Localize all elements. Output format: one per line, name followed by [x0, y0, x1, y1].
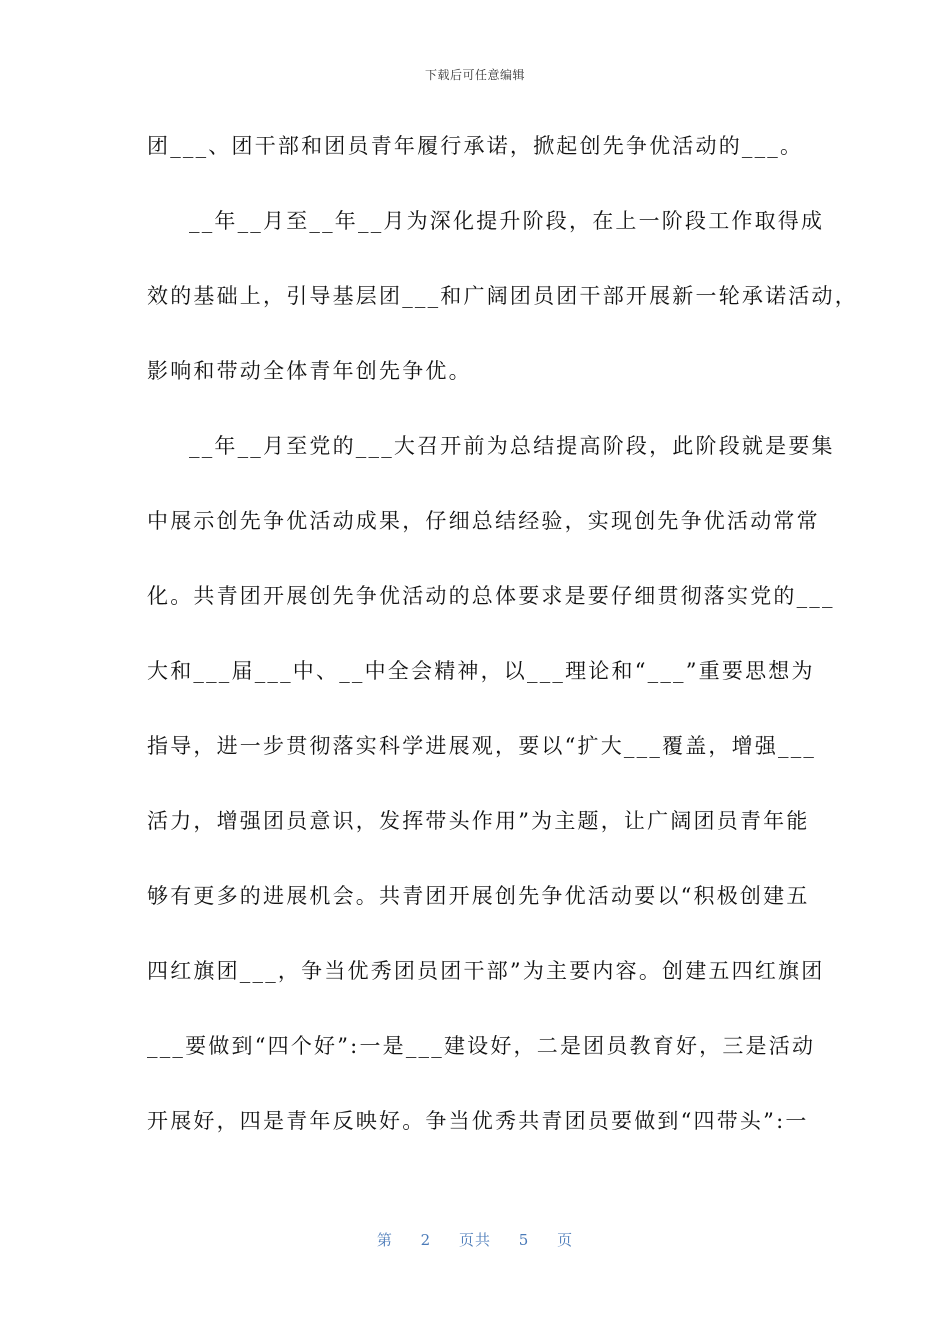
text-line: 开展好，四是青年反映好。争当优秀共青团员要做到“四带头”:一: [147, 1109, 809, 1133]
page-footer: [0, 1229, 950, 1250]
page-label: 第: [376, 1231, 393, 1249]
text-line: ___要做到“四个好”:一是___建设好，二是团员教育好，三是活动: [147, 1034, 816, 1058]
page-number: 2: [420, 1231, 432, 1249]
page-total-label: 页共: [458, 1231, 491, 1249]
page-header: 下载后可任意编辑: [424, 68, 525, 82]
text-line: 四红旗团___，争当优秀团员团干部”为主要内容。创建五四红旗团: [147, 959, 825, 983]
text-line: 指导，进一步贯彻落实科学进展观，要以“扩大___覆盖，增强___: [147, 734, 817, 758]
text-line: 够有更多的进展机会。共青团开展创先争优活动要以“积极创建五: [147, 884, 810, 908]
page-total: 5: [518, 1231, 530, 1249]
text-line: 中展示创先争优活动成果，仔细总结经验，实现创先争优活动常常: [147, 509, 820, 533]
text-line: 大和___届___中、__中全会精神，以___理论和“___”重要思想为: [147, 659, 815, 683]
text-line: 效的基础上，引导基层团___和广阔团员团干部开展新一轮承诺活动，: [147, 284, 858, 308]
text-line: 团___、团干部和团员青年履行承诺，掀起创先争优活动的___。: [147, 134, 804, 158]
page-suffix: 页: [557, 1231, 574, 1249]
text-line: 化。共青团开展创先争优活动的总体要求是要仔细贯彻落实党的___: [147, 584, 835, 608]
document-body: [147, 128, 858, 1178]
text-line: __年__月至__年__月为深化提升阶段，在上一阶段工作取得成: [189, 209, 825, 233]
text-line: 影响和带动全体青年创先争优。: [147, 359, 472, 383]
text-line: 活力，增强团员意识，发挥带头作用”为主题，让广阔团员青年能: [147, 809, 810, 833]
text-line: __年__月至党的___大召开前为总结提高阶段，此阶段就是要集: [189, 434, 835, 458]
